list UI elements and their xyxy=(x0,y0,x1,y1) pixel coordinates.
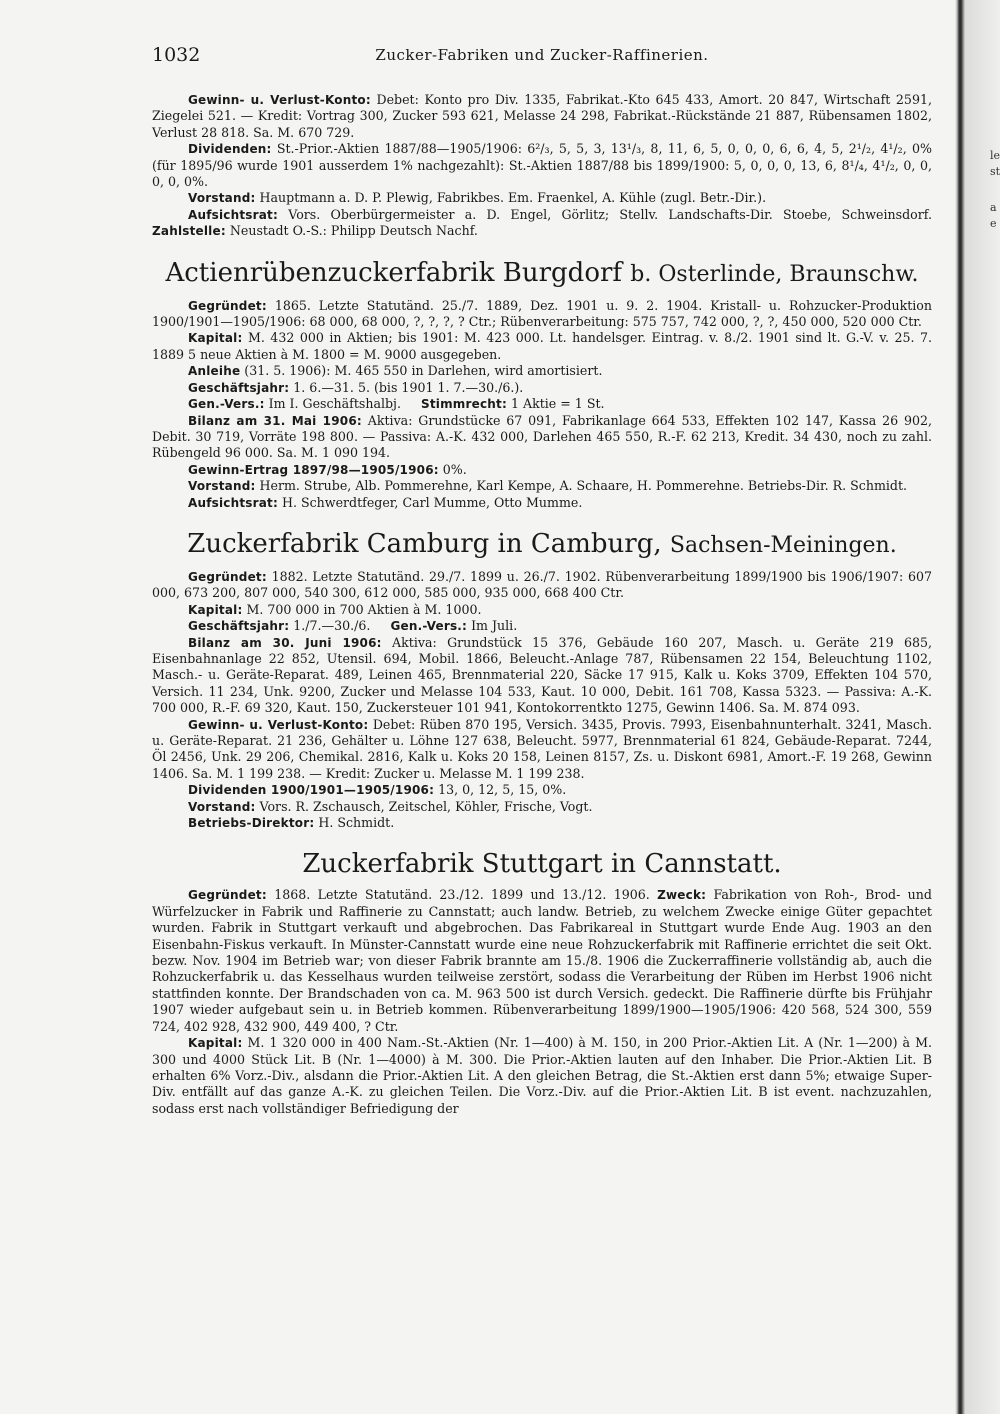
camburg-bilanz: Bilanz am 30. Juni 1906: Aktiva: Grundstück 15 376, Gebäude 160 207, Masch. u. Geräte 219 685, Eisenbahnanlage 22 852, Utensil. 694, Mobil. 1866, Beleucht.-Anlage 787, Rübensamen 22 154, Beleuchtung 1102, Masch.- u. Geräte-Reparat. 489, Leinen 465, Brennmaterial 220, Säcke 17 915, Kalk u. Koks 3709, Effekten 104 570, Versich. 11 234, Unk. 9200, Zucker und Melasse 104 533, Kaut. 10 000, Debit. 161 708, Kassa 5323. — Passiva: A.-K. 700 000, R.-F. 69 320, Kaut. 150, Zuckersteuer 101 941, Kontokorrentkto 1275, Gewinn 1406. Sa. M. 874 093. xyxy=(152,634,932,716)
intro-gewinn-verlust: Gewinn- u. Verlust-Konto: Debet: Konto pro Div. 1335, Fabrikat.-Kto 645 433, Amort. 20 847, Wirtschaft 2591, Ziegelei 521. — Kredit: Vortrag 300, Zucker 593 621, Melasse 24 298, Fabrikat.-Rückstände 21 887, Rübensamen 1802, Verlust 28 818. Sa. M. 670 729. xyxy=(152,92,932,140)
intro-vorstand: Vorstand: Hauptmann a. D. P. Plewig, Fabrikbes. Em. Fraenkel, A. Kühle (zugl. Betr.-Dir.). xyxy=(188,190,767,206)
camburg-vorstand: Vorstand: Vors. R. Zschausch, Zeitschel, Köhler, Frische, Vogt. xyxy=(188,798,593,814)
intro-aufsichtsrat: Aufsichtsrat: Vors. Oberbürgermeister a. D. Engel, Görlitz; Stellv. Landschafts-Dir. Stoebe, Schweinsdorf. Zahlstelle: Neustadt O.-S.: Philipp Deutsch Nachf. xyxy=(152,206,932,239)
burgdorf-vorstand: Vorstand: Herm. Strube, Alb. Pommerehne, Karl Kempe, A. Schaare, H. Pommerehne. Betriebs-Dir. R. Schmidt. xyxy=(188,478,908,494)
stuttgart-gegruendet-zweck: Gegründet: 1868. Letzte Statutänd. 23./12. 1899 und 13./12. 1906. Zweck: Fabrikation von Roh-, Brod- und Würfelzucker in Fabrik und Raffinerie zu Cannstatt; auch landw. Betrieb, zu welchem Zwecke einige Güter gepachtet wurden. Fabrik in Stuttgart verkauft und abgebrochen. Das Fabrikareal in Stuttgart wurde Ende Aug. 1903 an den Eisenbahn-Fiskus verkauft. In Münster-Cannstatt wurde eine neue Rohzuckerfabrik mit Raffinerie errichtet die seit Okt. bezw. Nov. 1904 im Betrieb war; von dieser Fabrik brannte am 15./8. 1906 die Zuckerraffinerie vollständig ab, auch die Rohzuckerfabrik u. das Kesselhaus wurden teilweise zerstört, sodass die Verarbeitung der Rüben im Herbst 1906 nicht stattfinden konnte. Der Brandschaden von ca. M. 963 500 ist durch Versich. gedeckt. Die Raffinerie dürfte bis Frühjahr 1907 wieder aufgebaut sein u. in Betrieb kommen. Rübenverarbeitung 1899/1900—1905/1906: 420 568, 524 300, 559 724, 402 928, 432 900, 449 400, ? Ctr. xyxy=(152,887,932,1034)
camburg-gegruendet: Gegründet: 1882. Letzte Statutänd. 29./7. 1899 u. 26./7. 1902. Rübenverarbeitung 1899/1900 bis 1906/1907: 607 000, 673 200, 807 000, 540 300, 612 000, 585 000, 935 000, 668 400 Ctr. xyxy=(152,568,932,601)
burgdorf-anleihe: Anleihe (31. 5. 1906): M. 465 550 in Darlehen, wird amortisiert. xyxy=(188,363,603,379)
camburg-gewinn-verlust: Gewinn- u. Verlust-Konto: Debet: Rüben 870 195, Versich. 3435, Provis. 7993, Eisenbahnunterhalt. 3241, Masch. u. Geräte-Reparat. 21 236, Gehälter u. Löhne 127 638, Beleucht. 5977, Brennmaterial 61 824, Gebäude-Reparat. 7244, Öl 2456, Unk. 29 206, Chemikal. 2816, Kalk u. Koks 20 158, Leinen 8157, Zs. u. Diskont 6981, Amort.-F. 19 268, Gewinn 1406. Sa. M. 1 199 238. — Kredit: Zucker u. Melasse M. 1 199 238. xyxy=(152,716,933,781)
burgdorf-gegruendet: Gegründet: 1865. Letzte Statutänd. 25./7. 1889, Dez. 1901 u. 9. 2. 1904. Kristall- u. Rohzucker-Produktion 1900/1901—1905/1906: 68 000, 68 000, ?, ?, ?, ? Ctr.; Rübenverarbeitung: 575 757, 742 000, ?, ?, 450 000, 520 000 Ctr. xyxy=(152,297,932,330)
camburg-geschaeftsjahr: Geschäftsjahr: 1./7.—30./6. Gen.-Vers.: Im Juli. xyxy=(188,618,518,634)
text-column xyxy=(152,92,932,1117)
camburg-kapital: Kapital: M. 700 000 in 700 Aktien à M. 1000. xyxy=(188,601,482,617)
stuttgart-kapital: Kapital: M. 1 320 000 in 400 Nam.-St.-Aktien (Nr. 1—400) à M. 150, in 200 Prior.-Aktien Lit. A (Nr. 1—200) à M. 300 und 4000 Stück Lit. B (Nr. 1—4000) à M. 300. Die Prior.-Aktien lauten auf den Inhaber. Die Prior.-Aktien Lit. B erhalten 6% Vorz.-Div., alsdann die Prior.-Aktien Lit. A den gleichen Betrag, die St.-Aktien erst dann 5%; etwaige Super-Div. entfällt auf das ganze A.-K. zu gleichen Teilen. Die Vorz.-Div. auf die Prior.-Aktien Lit. B ist event. nachzuzahlen, sodass erst nach vollständiger Befriedigung der xyxy=(152,1035,932,1116)
camburg-betriebsdirektor: Betriebs-Direktor: H. Schmidt. xyxy=(188,815,395,831)
burgdorf-genvers: Gen.-Vers.: Im I. Geschäftshalbj. Stimmrecht: 1 Aktie = 1 St. xyxy=(188,396,605,412)
company-title-stuttgart: Zuckerfabrik Stuttgart in Cannstatt. xyxy=(302,849,782,880)
burgdorf-bilanz: Bilanz am 31. Mai 1906: Aktiva: Grundstücke 67 091, Fabrikanlage 664 533, Effekten 102 147, Kassa 26 902, Debit. 30 719, Vorräte 198 800. — Passiva: A.-K. 432 000, Darlehen 465 550, R.-F. 62 213, Kredit. 34 430, noch zu zahl. Rübengeld 96 000. Sa. M. 1 090 194. xyxy=(152,412,932,461)
intro-dividenden: Dividenden: St.-Prior.-Aktien 1887/88—1905/1906: 6²/₃, 5, 5, 3, 13¹/₃, 8, 11, 6, 5, 0, 0, 0, 6, 6, 4, 5, 2¹/₂, 4¹/₂, 0% (für 1895/96 wurde 1901 ausserdem 1% nachgezahlt): St.-Aktien 1887/88 bis 1899/1900: 5, 0, 0, 0, 13, 6, 8¹/₄, 4¹/₂, 0, 0, 0, 0, 0%. xyxy=(152,141,932,190)
burgdorf-aufsichtsrat: Aufsichtsrat: H. Schwerdtfeger, Carl Mumme, Otto Mumme. xyxy=(188,494,583,510)
page-number: 1032 xyxy=(152,44,201,66)
burgdorf-kapital: Kapital: M. 432 000 in Aktien; bis 1901: M. 423 000. Lt. handelsger. Eintrag. v. 8./2. 1901 sind lt. G.-V. v. 25. 7. 1889 5 neue Aktien à M. 1800 = M. 9000 ausgegeben. xyxy=(152,330,932,362)
running-title: Zucker-Fabriken und Zucker-Raffinerien. xyxy=(375,46,709,64)
camburg-dividenden: Dividenden 1900/1901—1905/1906: 13, 0, 12, 5, 15, 0%. xyxy=(188,782,567,798)
burgdorf-geschaeftsjahr: Geschäftsjahr: 1. 6.—31. 5. (bis 1901 1. 7.—30./6.). xyxy=(188,379,524,395)
company-title-camburg: Zuckerfabrik Camburg in Camburg, Sachsen-Meiningen. xyxy=(187,528,897,559)
burgdorf-gewinn-ertrag: Gewinn-Ertrag 1897/98—1905/1906: 0%. xyxy=(188,461,467,477)
company-title-burgdorf: Actienrübenzuckerfabrik Burgdorf b. Osterlinde, Braunschw. xyxy=(165,257,919,288)
page-edge-glyphs: le st a e xyxy=(990,149,1000,230)
page-header xyxy=(152,44,932,74)
